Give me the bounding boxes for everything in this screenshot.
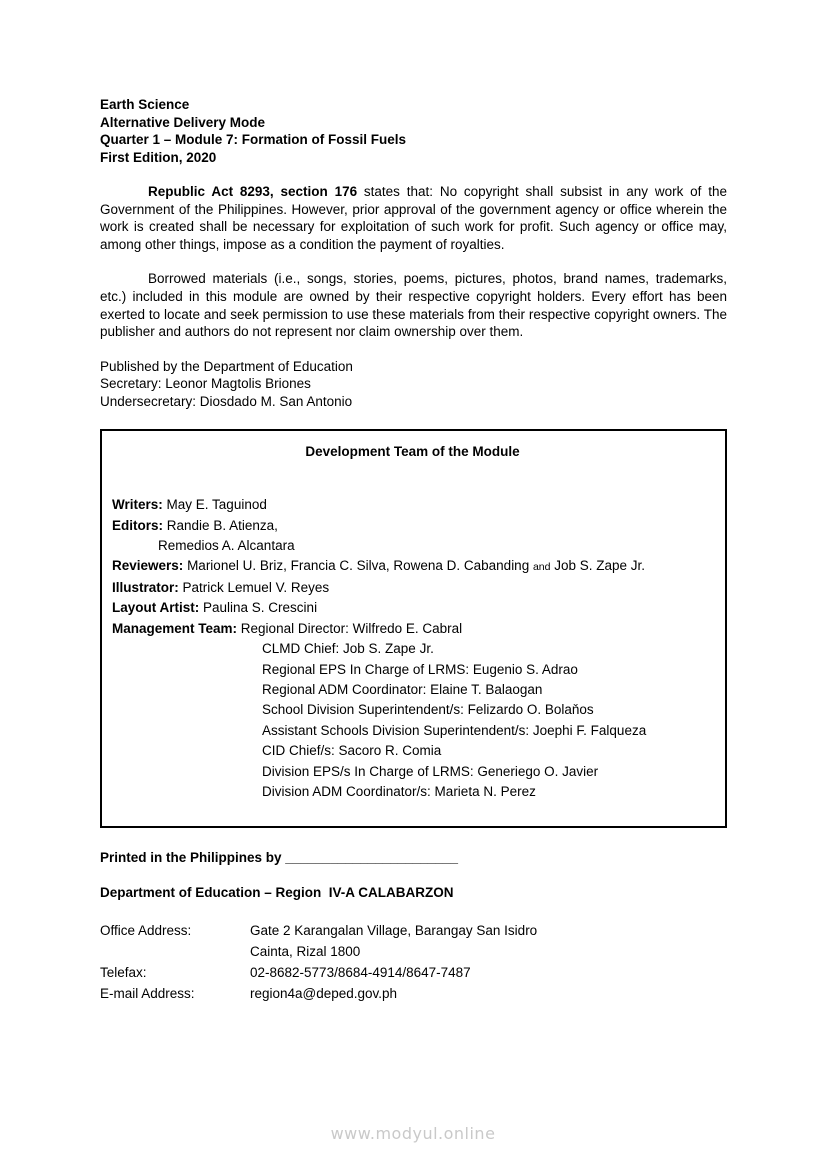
edition: First Edition, 2020 (100, 149, 217, 165)
reviewers-label: Reviewers: (112, 558, 184, 574)
management-line-regional-director: Regional Director: Wilfredo E. Cabral (240, 620, 463, 636)
layout-artist-value: Paulina S. Crescini (203, 600, 318, 616)
contact-row-telefax (100, 962, 727, 983)
editors-value-2: Remedios A. Alcantara (158, 538, 295, 554)
contact-row-email (100, 983, 727, 1004)
module-title: Quarter 1 – Module 7: Formation of Fossil Fuels (100, 132, 407, 147)
writers-value: May E. Taguinod (166, 497, 267, 513)
contact-row-office-address-2 (100, 941, 727, 962)
borrowed-materials-paragraph: Borrowed materials (i.e., songs, stories, poems, pictures, photos, brand names, trademarks, etc.) included in this module are owned by their respective copyright holders. Every effort has been exerted to locate and seek permission to use these materials from their respective copyright owners. The publisher and authors do not represent nor claim ownership over them. (100, 271, 727, 340)
illustrator-row (112, 578, 713, 598)
copyright-paragraph-text: states that: No copyright shall subsist in any work of the Government of the Philippines. However, prior approval of the government agency or office wherein the work is created shall be necessary for exploitation of such work for profit. Such agency or office may, among other things, impose as a condition the payment of royalties. (100, 184, 727, 252)
office-address-label: Office Address: (100, 923, 192, 939)
management-line-division-eps: Division EPS/s In Charge of LRMS: Generiego O. Javier (262, 763, 599, 779)
publisher-block (100, 358, 727, 411)
management-line-assistant-superintendent: Assistant Schools Division Superintendent/s: Joephi F. Falqueza (262, 722, 647, 738)
writers-row (112, 495, 713, 515)
management-team-label: Management Team: (112, 620, 238, 636)
development-team-title: Development Team of the Module (305, 444, 520, 460)
editors-label: Editors: (112, 517, 164, 533)
office-address-value-2: Cainta, Rizal 1800 (250, 944, 361, 960)
secretary: Secretary: Leonor Magtolis Briones (100, 376, 311, 392)
office-address-label-2 (100, 941, 250, 962)
watermark-url: www.modyul.online (330, 1124, 496, 1143)
layout-artist-label: Layout Artist: (112, 600, 200, 616)
management-team-row (112, 619, 713, 639)
management-line-cid-chief: CID Chief/s: Sacoro R. Comia (262, 743, 442, 759)
management-line-division-adm: Division ADM Coordinator/s: Marieta N. Perez (262, 783, 536, 799)
telefax-label: Telefax: (100, 965, 147, 981)
editors-row (112, 516, 713, 536)
email-label: E-mail Address: (100, 986, 195, 1002)
reviewers-value-post: Job S. Zape Jr. (550, 558, 646, 574)
development-team-box (100, 429, 727, 828)
email-value: region4a@deped.gov.ph (250, 986, 398, 1002)
layout-artist-row (112, 598, 713, 618)
department-region-line: Department of Education – Region IV-A CALABARZON (100, 884, 454, 900)
editors-row-2 (112, 536, 713, 556)
reviewers-row (112, 556, 713, 577)
illustrator-value: Patrick Lemuel V. Reyes (182, 579, 330, 595)
title-block (100, 96, 727, 166)
telefax-value: 02-8682-5773/8684-4914/8647-7487 (250, 965, 471, 981)
contact-row-office-address (100, 920, 727, 941)
contact-block (100, 920, 727, 1004)
management-line-regional-adm: Regional ADM Coordinator: Elaine T. Balaogan (262, 681, 543, 697)
management-line-clmd-chief: CLMD Chief: Job S. Zape Jr. (262, 641, 434, 657)
reviewers-conjunction: and (532, 561, 551, 574)
republic-act-lead: Republic Act 8293, section 176 (148, 184, 358, 199)
copyright-paragraph (100, 183, 727, 253)
published-by: Published by the Department of Education (100, 358, 353, 374)
reviewers-value-pre: Marionel U. Briz, Francia C. Silva, Rowena D. Cabanding (187, 558, 533, 574)
undersecretary: Undersecretary: Diosdado M. San Antonio (100, 393, 353, 409)
office-address-value: Gate 2 Karangalan Village, Barangay San Isidro (250, 923, 538, 939)
printed-by-line: Printed in the Philippines by _______________________ (100, 850, 458, 866)
editors-value-1: Randie B. Atienza, (166, 517, 278, 533)
subject-title: Earth Science (100, 97, 190, 112)
writers-label: Writers: (112, 497, 163, 513)
management-line-regional-eps: Regional EPS In Charge of LRMS: Eugenio S. Adrao (262, 661, 578, 677)
document-page (100, 96, 727, 1004)
management-line-school-division-superintendent: School Division Superintendent/s: Felizardo O. Bolaňos (262, 702, 594, 718)
delivery-mode: Alternative Delivery Mode (100, 114, 266, 130)
illustrator-label: Illustrator: (112, 579, 179, 595)
